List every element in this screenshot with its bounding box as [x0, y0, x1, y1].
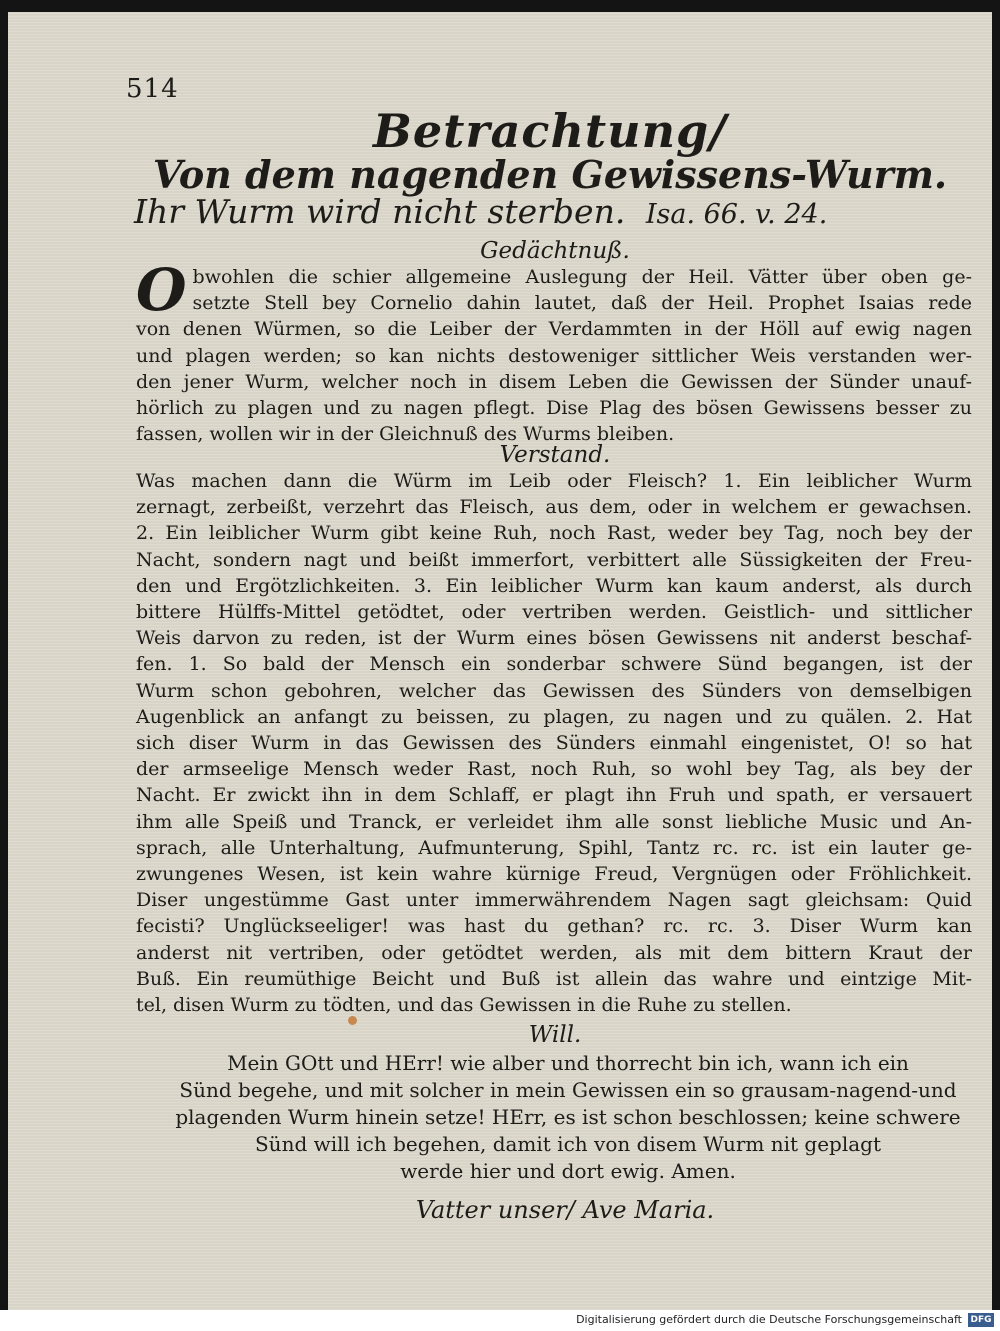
text-line: Weis darvon zu reden, ist der Wurm eines bösen Gewissens nit anderst beschaf-	[136, 627, 972, 650]
text-line: bwohlen die schier allgemeine Auslegung der Heil. Vätter über oben ge-	[192, 266, 972, 288]
text-line: plagenden Wurm hinein setze! HErr, es ist schon beschlossen; keine schwere	[175, 1105, 961, 1129]
text-line: Augenblick an anfangt zu beissen, zu plagen, zu nagen und zu quälen. 2. Hat	[136, 705, 972, 728]
heading-will: Will.	[528, 1022, 582, 1048]
section-gedaechtnuss	[136, 256, 972, 447]
text-line: 2. Ein leiblicher Wurm gibt keine Ruh, noch Rast, weder bey Tag, noch bey der	[136, 522, 972, 545]
text-line: anderst nit vertriben, oder getödtet werden, als mit dem bittern Kraut der	[136, 941, 972, 964]
text-line: sich diser Wurm in das Gewissen des Sünders einmahl eingenistet, O! so hat	[136, 732, 972, 755]
page-title: Betrachtung/	[373, 104, 727, 158]
heading-verstand: Verstand.	[499, 442, 611, 468]
text-line: Nacht, sondern nagt und beißt immerfort, verbittert alle Süssigkeiten der Freu-	[136, 548, 972, 571]
text-line: Sünd will ich begehen, damit ich von disem Wurm nit geplagt	[254, 1132, 881, 1156]
page-subtitle: Von dem nagenden Gewissens-Wurm.	[152, 152, 948, 197]
text-line: zernagt, zerbeißt, verzehrt das Fleisch, aus dem, oder in welchem er gewachsen.	[136, 496, 972, 519]
text-line: Nacht. Er zwickt ihn in dem Schlaff, er plagt ihn Fruh und spath, er versauert	[136, 784, 972, 807]
text-line: sprach, alle Unterhaltung, Aufmunterung, Spihl, Tantz rc. rc. ist ein lauter ge-	[136, 836, 972, 859]
text-line: Buß. Ein reumüthige Beicht und Buß ist allein das wahre und eintzige Mit-	[136, 967, 972, 990]
text-line: der armseelige Mensch weder Rast, noch Ruh, so wohl bey Tag, als bey der	[136, 758, 972, 781]
footer-bar	[0, 1310, 1000, 1331]
text-line: ihm alle Speiß und Tranck, er verleidet ihm alle sonst liebliche Music und An-	[136, 810, 972, 833]
text-line: tel, disen Wurm zu tödten, und das Gewissen in die Ruhe zu stellen.	[136, 994, 792, 1017]
section-will	[158, 1050, 978, 1185]
text-line: Mein GOtt und HErr! wie alber und thorrecht bin ich, wann ich ein	[227, 1051, 909, 1075]
text-line: hörlich zu plagen und zu nagen pflegt. Dise Plag des bösen Gewissens besser zu	[136, 397, 972, 420]
text-line: den jener Wurm, welcher noch in disem Leben die Gewissen der Sünder unauf-	[136, 370, 972, 393]
text-line: den und Ergötzlichkeiten. 3. Ein leiblicher Wurm kan kaum anderst, als durch	[136, 574, 972, 597]
section-verstand	[136, 468, 972, 1018]
dfg-logo-icon: DFG	[968, 1313, 994, 1327]
scanned-page	[8, 12, 992, 1310]
text-line: Diser ungestümme Gast unter immerwährendem Nagen sagt gleichsam: Quid	[136, 889, 972, 912]
funding-credit: Digitalisierung gefördert durch die Deutsche Forschungsgemeinschaft	[576, 1313, 962, 1326]
motto-text: Ihr Wurm wird nicht sterben.	[134, 192, 626, 231]
drop-cap: O	[136, 256, 187, 324]
motto	[134, 192, 827, 231]
text-line: werde hier und dort ewig. Amen.	[400, 1159, 736, 1183]
text-line: fen. 1. So bald der Mensch ein sonderbar schwere Sünd begangen, ist der	[136, 653, 972, 676]
text-line: setzte Stell bey Cornelio dahin lautet, daß der Heil. Prophet Isaias rede	[192, 292, 972, 315]
closing-prayer: Vatter unser/ Ave Maria.	[415, 1196, 715, 1224]
text-line: Sünd begehe, und mit solcher in mein Gewissen ein so grausam-nagend-und	[179, 1078, 957, 1102]
text-line: und plagen werden; so kan nichts destoweniger sittlicher Weis verstanden wer-	[136, 344, 972, 367]
text-line: Wurm schon gebohren, welcher das Gewissen des Sünders von demselbigen	[136, 679, 972, 702]
motto-reference: Isa. 66. v. 24.	[645, 199, 828, 230]
page-number: 514	[126, 74, 179, 104]
heading-gedaechtnuss: Gedächtnuß.	[480, 238, 630, 264]
text-line: zwungenes Wesen, ist kein wahre kürnige Freud, Vergnügen oder Fröhlichkeit.	[136, 863, 972, 886]
text-line: von denen Würmen, so die Leiber der Verdammten in der Höll auf ewig nagen	[136, 318, 972, 341]
text-line: bittere Hülffs-Mittel getödtet, oder vertriben werden. Geistlich- und sittlicher	[136, 601, 972, 624]
text-line: fassen, wollen wir in der Gleichnuß des Wurms bleiben.	[136, 423, 675, 446]
text-line: fecisti? Unglückseeliger! was hast du gethan? rc. rc. 3. Diser Wurm kan	[136, 915, 972, 938]
text-line: Was machen dann die Würm im Leib oder Fleisch? 1. Ein leiblicher Wurm	[136, 470, 972, 492]
